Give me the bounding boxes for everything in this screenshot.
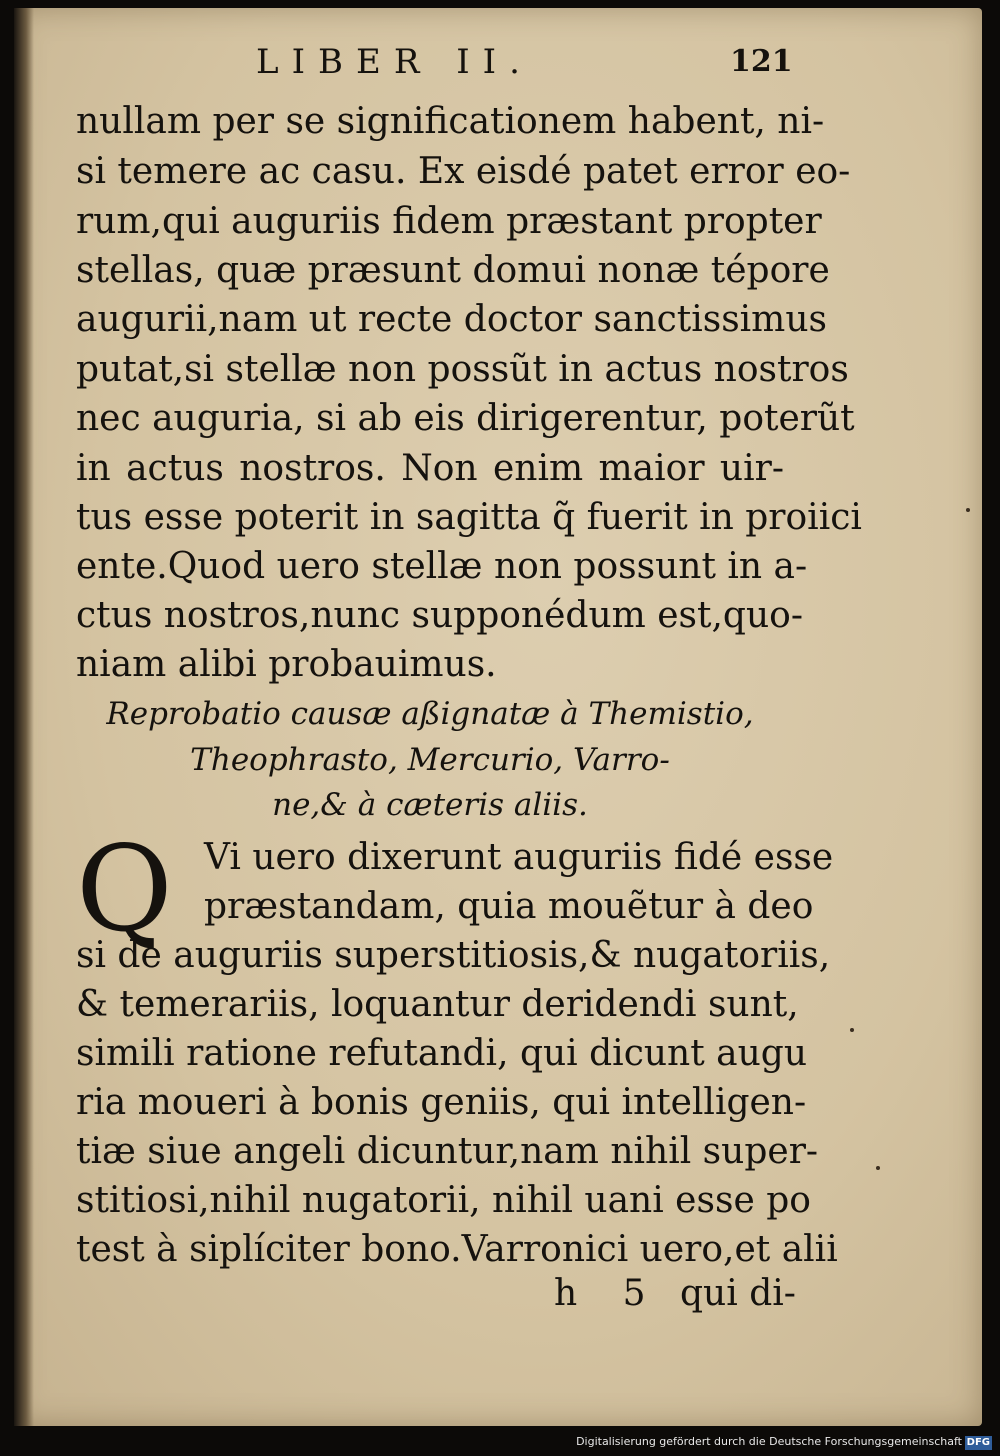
signature-mark: h 5	[554, 1273, 646, 1314]
text-line: in actus nostros. Non enim maior uir-	[76, 448, 784, 489]
text-line: niam alibi probauimus.	[76, 644, 497, 685]
dfg-logo: DFG	[966, 1437, 990, 1448]
text-line: tus esse poterit in sagitta q̃ fuerit in proiici	[76, 497, 862, 538]
drop-capital: Q	[76, 820, 173, 958]
text-line: augurii,nam ut recte doctor sanctissimus	[76, 299, 827, 340]
text-line: Vi uero dixerunt auguriis fidé esse	[204, 837, 834, 878]
text-line: præstandam, quia mouẽtur à deo	[204, 886, 814, 927]
footer-credit: Digitalisierung gefördert durch die Deutsche Forschungsgemeinschaft	[576, 1435, 962, 1448]
text-line: nec auguria, si ab eis dirigerentur, poterũt	[76, 398, 855, 439]
paper-speck	[966, 508, 970, 512]
paper-speck	[876, 1166, 880, 1170]
text-line: si de auguriis superstitiosis,& nugatoriis,	[76, 935, 831, 976]
catchword: qui di-	[680, 1273, 796, 1314]
text-line: rum,qui auguriis fidem præstant propter	[76, 201, 822, 242]
section-heading-line: Theophrasto, Mercurio, Varro-	[190, 742, 670, 778]
text-line: & temerariis, loquantur deridendi sunt,	[76, 984, 799, 1025]
text-line: stellas, quæ præsunt domui nonæ tépore	[76, 250, 830, 291]
folio-number: 121	[730, 44, 793, 79]
running-head: LIBER II.	[256, 42, 533, 82]
text-line: ente.Quod uero stellæ non possunt in a-	[76, 546, 808, 587]
text-line: test à siplíciter bono.Varronici uero,et alii	[76, 1229, 838, 1270]
text-line: simili ratione refutandi, qui dicunt augu	[76, 1033, 808, 1074]
paper-speck	[850, 1028, 854, 1032]
section-heading-line: Reprobatio causæ aßignatæ à Themistio,	[106, 696, 754, 732]
text-line: ria moueri à bonis geniis, qui intelligen-	[76, 1082, 807, 1123]
footer-bar	[0, 1426, 1000, 1456]
text-line: ctus nostros,nunc supponédum est,quo-	[76, 595, 803, 636]
text-line: si temere ac casu. Ex eisdé patet error eo-	[76, 151, 851, 192]
text-line: putat,si stellæ non possũt in actus nostros	[76, 349, 849, 390]
text-line: tiæ siue angeli dicuntur,nam nihil super-	[76, 1131, 819, 1172]
binding-gutter	[14, 8, 34, 1426]
text-line: stitiosi,nihil nugatorii, nihil uani esse po	[76, 1180, 811, 1221]
text-line: nullam per se significationem habent, ni-	[76, 101, 825, 142]
section-heading-line: ne,& à cæteris aliis.	[272, 787, 588, 823]
